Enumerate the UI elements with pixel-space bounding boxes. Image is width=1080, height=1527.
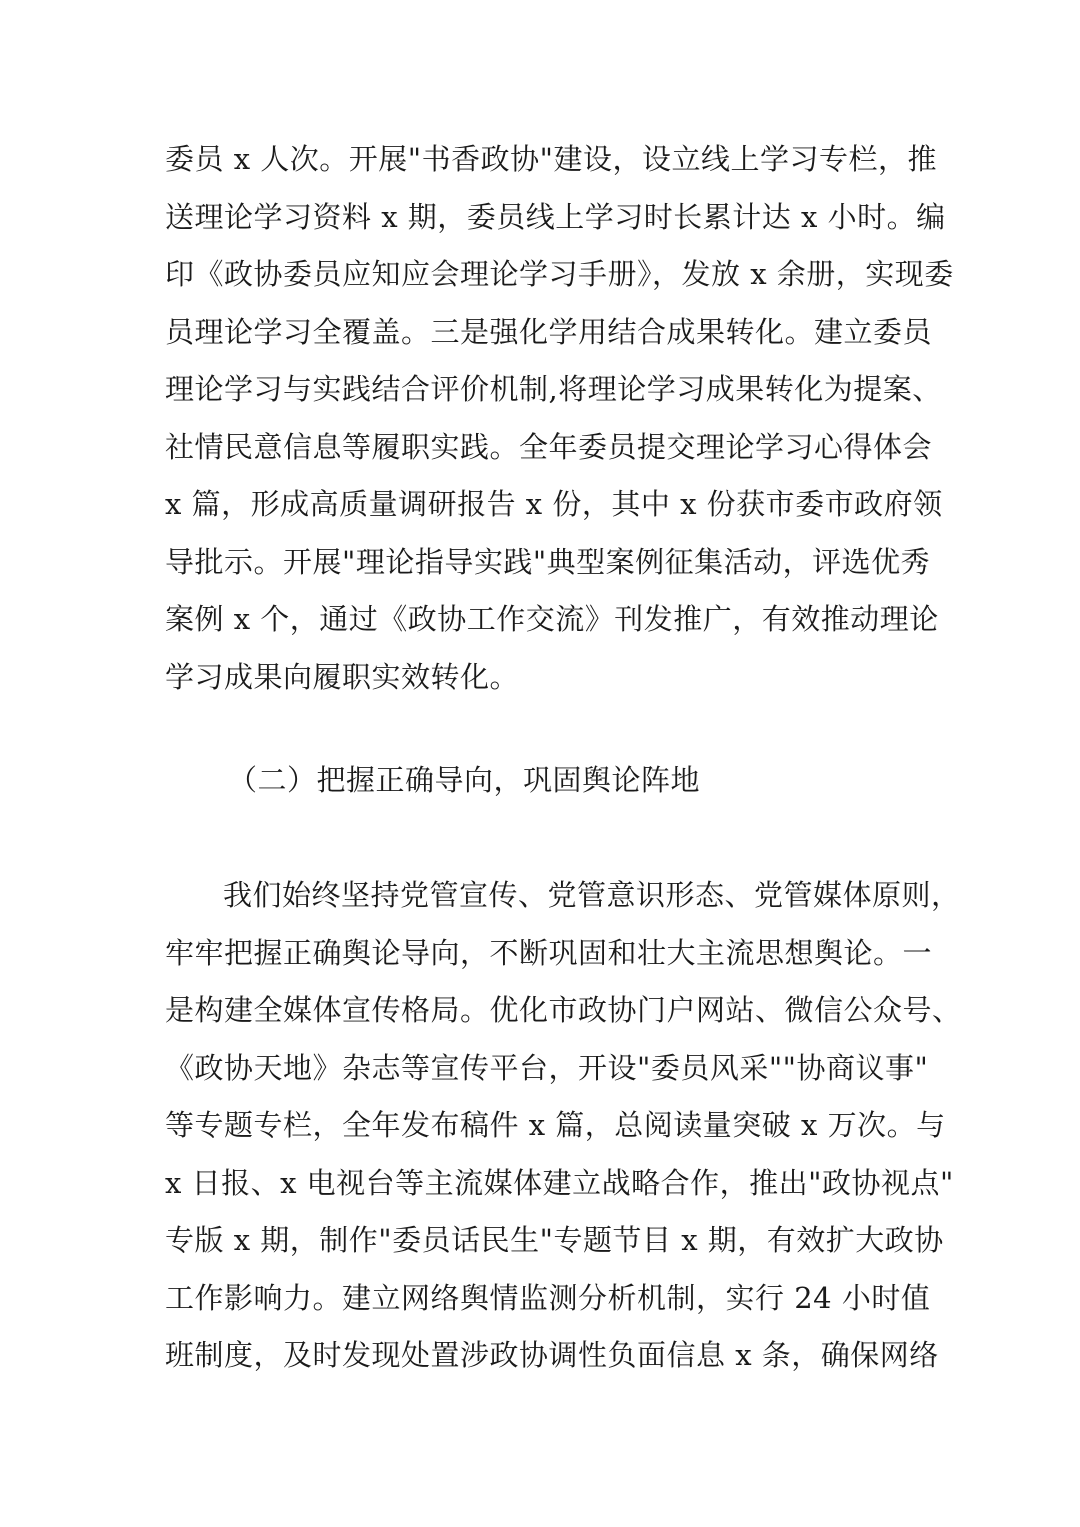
paragraph-line: 导批示。开展"理论指导实践"典型案例征集活动，评选优秀 <box>165 544 931 579</box>
paragraph-line: 《政协天地》杂志等宣传平台，开设"委员风采""协商议事" <box>165 1050 929 1085</box>
paragraph-line: 理论学习与实践结合评价机制,将理论学习成果转化为提案、 <box>165 372 942 406</box>
section-heading: （二）把握正确导向，巩固舆论阵地 <box>228 763 701 797</box>
paragraph-line: x 日报、x 电视台等主流媒体建立战略合作，推出"政协视点" <box>165 1165 954 1200</box>
paragraph-line: x 篇，形成高质量调研报告 x 份，其中 x 份获市委市政府领 <box>165 487 943 521</box>
paragraph-line: 委员 x 人次。开展"书香政协"建设，设立线上学习专栏，推 <box>165 142 937 176</box>
paragraph-line: 社情民意信息等履职实践。全年委员提交理论学习心得体会 <box>165 429 933 464</box>
paragraph-theory-study <box>165 131 954 706</box>
paragraph-line: 牢牢把握正确舆论导向，不断巩固和壮大主流思想舆论。一 <box>165 935 933 970</box>
paragraph-line: 送理论学习资料 x 期，委员线上学习时长累计达 x 小时。编 <box>165 199 946 234</box>
paragraph-line: 班制度，及时发现处置涉政协调性负面信息 x 条，确保网络 <box>165 1338 939 1372</box>
paragraph-line: 专版 x 期，制作"委员话民生"专题节目 x 期，有效扩大政协 <box>165 1223 944 1257</box>
paragraph-line: 是构建全媒体宣传格局。优化市政协门户网站、微信公众号、 <box>165 993 962 1027</box>
paragraph-public-opinion <box>165 867 962 1385</box>
paragraph-line: 等专题专栏，全年发布稿件 x 篇，总阅读量突破 x 万次。与 <box>165 1108 946 1142</box>
paragraph-line: 员理论学习全覆盖。三是强化学用结合成果转化。建立委员 <box>165 314 933 349</box>
paragraph-line: 工作影响力。建立网络舆情监测分析机制，实行 24 小时值 <box>165 1280 931 1315</box>
paragraph-line: 案例 x 个，通过《政协工作交流》刊发推广，有效推动理论 <box>165 602 939 636</box>
paragraph-line: 我们始终坚持党管宣传、党管意识形态、党管媒体原则， <box>223 878 961 912</box>
paragraph-line: 印《政协委员应知应会理论学习手册》，发放 x 余册，实现委 <box>165 257 954 291</box>
paragraph-line: 学习成果向履职实效转化。 <box>165 659 520 694</box>
